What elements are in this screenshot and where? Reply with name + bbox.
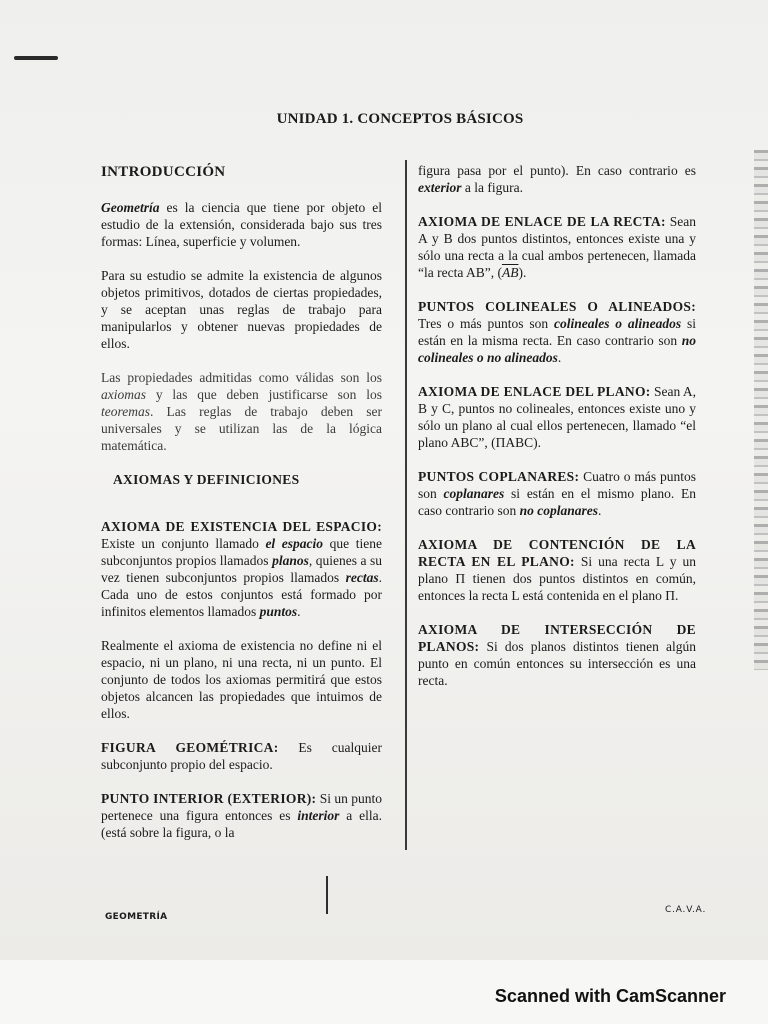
propiedades-paragraph: Las propiedades admitidas como válidas son los axiomas y las que deben justificarse son los teoremas. Las reglas de trabajo deben ser universales y se utilizan las de la lógica matemática.: [101, 370, 382, 453]
axiomas-heading: AXIOMAS Y DEFINICIONES: [113, 472, 300, 487]
geometria-paragraph: Geometría es la ciencia que tiene por objeto el estudio de la extensión, considerada bajo sus tres formas: Línea, superficie y volumen.: [101, 200, 382, 249]
punto-interior-label: PUNTO INTERIOR (EXTERIOR):: [101, 791, 317, 806]
column-divider: [405, 160, 407, 850]
existencia-paragraph: AXIOMA DE EXISTENCIA DEL ESPACIO: Existe un conjunto llamado el espacio que tiene subconjuntos propios llamados planos, quienes a su vez tienen subconjuntos propios llamados rectas. Cada uno de estos conjuntos está formado por infinitos elementos llamados puntos.: [101, 519, 383, 619]
right-column: [418, 162, 696, 706]
footer-right: C.A.V.A.: [665, 905, 707, 915]
contencion-paragraph: AXIOMA DE CONTENCIÓN DE LA RECTA EN EL PLANO: Si una recta L y un plano Π tienen dos puntos distintos en común, entonces la recta L está contenida en el plano Π.: [418, 537, 696, 603]
contencion-label: AXIOMA DE CONTENCIÓN DE LA RECTA EN EL PLANO:: [418, 537, 696, 569]
figura-paragraph: FIGURA GEOMÉTRICA: Es cualquier subconjunto propio del espacio.: [101, 740, 382, 772]
axiomas-term: axiomas: [101, 387, 146, 402]
coplanares-label: PUNTOS COPLANARES:: [418, 469, 580, 484]
intro-heading: INTRODUCCIÓN: [101, 164, 226, 180]
geometria-term: Geometría: [101, 200, 160, 215]
enlace-recta-label: AXIOMA DE ENLACE DE LA RECTA:: [418, 214, 666, 229]
bottom-pen-mark: [326, 876, 328, 914]
figura-label: FIGURA GEOMÉTRICA:: [101, 740, 279, 755]
interseccion-paragraph: AXIOMA DE INTERSECCIÓN DE PLANOS: Si dos planos distintos tienen algún punto en común entonces su intersección es una recta.: [418, 622, 696, 688]
estudio-paragraph: Para su estudio se admite la existencia de algunos objetos primitivos, dotados de ciertas propiedades, y se aceptan unas reglas de trabajo para manipularlos y obtener nuevas propiedades de ellos.: [101, 268, 382, 351]
enlace-recta-paragraph: AXIOMA DE ENLACE DE LA RECTA: Sean A y B dos puntos distintos, entonces existe una y sólo una recta a la cual ambos pertenecen, llamada “la recta AB”, $(\overline{AB})$.: [418, 214, 696, 280]
punto-interior-paragraph: PUNTO INTERIOR (EXTERIOR): Si un punto pertenece una figura entonces es interior a ella. (está sobre la figura, o la: [101, 791, 382, 840]
ab-symbol: $\overline{AB}$: [501, 265, 519, 280]
colineales-label: PUNTOS COLINEALES O ALINEADOS:: [418, 299, 696, 314]
interseccion-label: AXIOMA DE INTERSECCIÓN DE PLANOS:: [418, 622, 696, 654]
left-column: [101, 164, 382, 858]
scanner-watermark: Scanned with CamScanner: [494, 986, 726, 1006]
footer-left: GEOMETRÍA: [105, 912, 168, 922]
margin-dash-mark: [14, 56, 58, 60]
existencia-label: AXIOMA DE EXISTENCIA DEL ESPACIO:: [101, 519, 382, 534]
realmente-paragraph: Realmente el axioma de existencia no define ni el espacio, ni un plano, ni una recta, ni un punto. El conjunto de todos los axiomas permitirá que estos objetos alcancen las propiedades que intuimos de ellos.: [101, 638, 382, 721]
page-title: UNIDAD 1. CONCEPTOS BÁSICOS: [276, 111, 524, 127]
teoremas-term: teoremas: [101, 404, 150, 419]
punto-interior-continuation: figura pasa por el punto). En caso contrario es exterior a la figura.: [418, 163, 696, 195]
colineales-paragraph: PUNTOS COLINEALES O ALINEADOS: Tres o más puntos son colineales o alineados si están en la misma recta. En caso contrario son no colineales o no alineados.: [418, 299, 696, 365]
page-edge-shadow: [754, 150, 768, 670]
coplanares-paragraph: PUNTOS COPLANARES: Cuatro o más puntos son coplanares si están en el mismo plano. En caso contrario son no coplanares.: [418, 469, 697, 518]
enlace-plano-label: AXIOMA DE ENLACE DEL PLANO:: [418, 384, 651, 399]
enlace-plano-paragraph: AXIOMA DE ENLACE DEL PLANO: Sean A, B y C, puntos no colineales, entonces existe uno y sólo un plano al cual ellos pertenecen, llamado “el plano ABC”, (ΠABC).: [418, 384, 697, 450]
